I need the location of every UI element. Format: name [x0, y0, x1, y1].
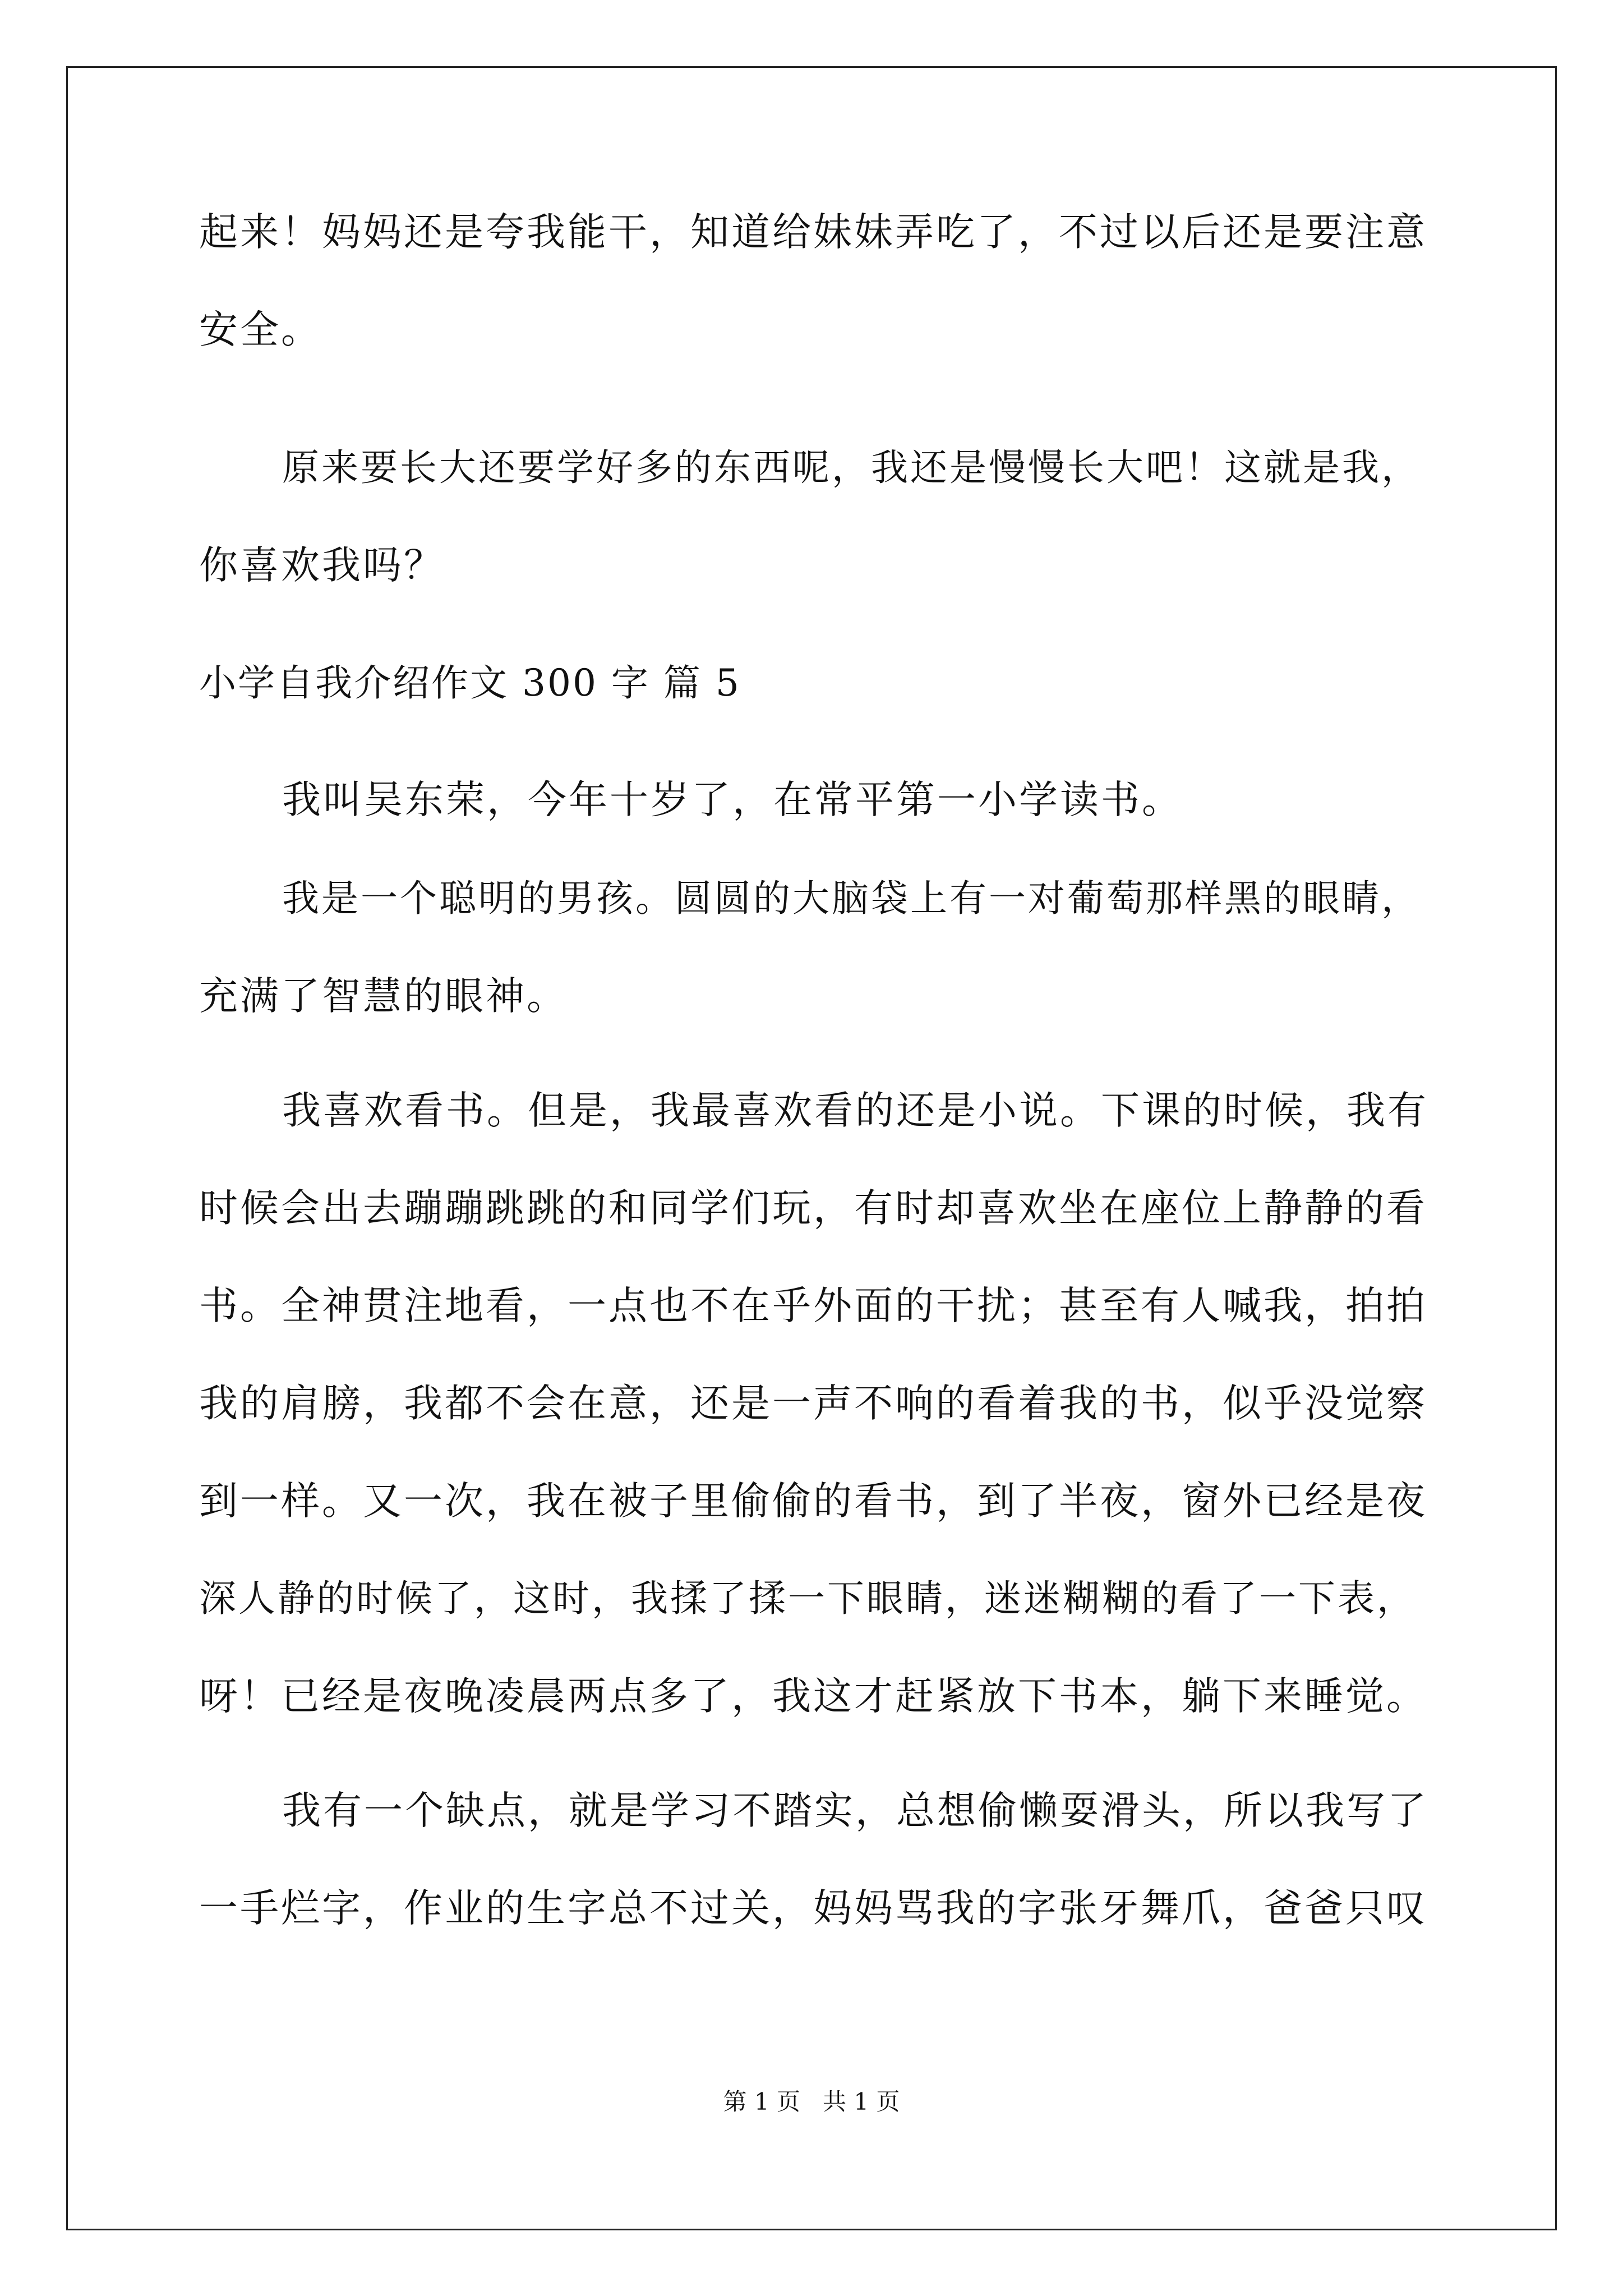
paragraph-line: 起来！妈妈还是夸我能干，知道给妹妹弄吃了，不过以后还是要注意	[199, 210, 1427, 255]
paragraph-line: 我是一个聪明的男孩。圆圆的大脑袋上有一对葡萄那样黑的眼睛，	[282, 877, 1421, 920]
paragraph-line: 到一样。又一次，我在被子里偷偷的看书，到了半夜，窗外已经是夜	[199, 1479, 1427, 1524]
paragraph-line: 我的肩膀，我都不会在意，还是一声不响的看着我的书，似乎没觉察	[199, 1381, 1427, 1426]
paragraph-line: 时候会出去蹦蹦跳跳的和同学们玩，有时却喜欢坐在座位上静静的看	[199, 1186, 1427, 1231]
paragraph-line: 我叫吴东荣，今年十岁了，在常平第一小学读书。	[282, 777, 1183, 822]
section-heading: 小学自我介绍作文 300 字 篇 5	[199, 661, 741, 705]
paragraph-line: 原来要长大还要学好多的东西呢，我还是慢慢长大吧！这就是我，	[282, 446, 1421, 489]
paragraph-line: 深人静的时候了，这时，我揉了揉一下眼睛，迷迷糊糊的看了一下表，	[199, 1577, 1416, 1620]
paragraph-line: 你喜欢我吗？	[199, 543, 445, 588]
paragraph-line: 充满了智慧的眼神。	[199, 974, 568, 1019]
paragraph-line: 我有一个缺点，就是学习不踏实，总想偷懒耍滑头，所以我写了	[282, 1788, 1428, 1833]
paragraph-line: 一手烂字，作业的生字总不过关，妈妈骂我的字张牙舞爪，爸爸只叹	[199, 1886, 1427, 1931]
paragraph-line: 呀！已经是夜晚凌晨两点多了，我这才赶紧放下书本，躺下来睡觉。	[199, 1674, 1427, 1719]
paragraph-line: 我喜欢看书。但是，我最喜欢看的还是小说。下课的时候，我有	[282, 1088, 1428, 1133]
paragraph-line: 安全。	[199, 307, 322, 352]
page-number-footer: 第 1 页 共 1 页	[723, 2088, 900, 2115]
paragraph-line: 书。全神贯注地看，一点也不在乎外面的干扰；甚至有人喊我，拍拍	[199, 1283, 1427, 1328]
